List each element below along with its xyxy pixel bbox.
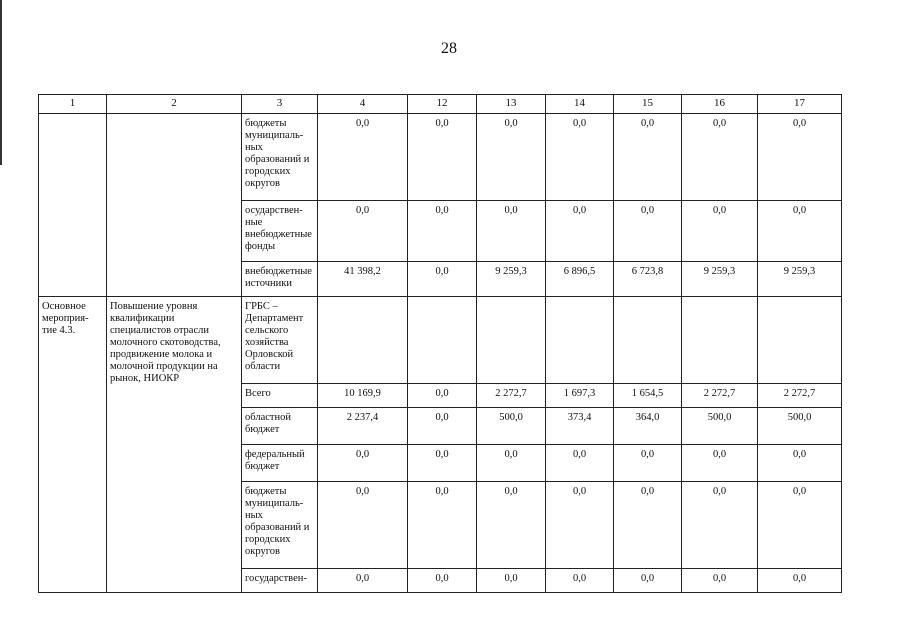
value-cell: 0,0	[318, 482, 408, 569]
value-cell: 500,0	[477, 408, 546, 445]
value-cell: 0,0	[477, 482, 546, 569]
value-cell: 0,0	[318, 201, 408, 262]
header-cell: 2	[107, 95, 242, 114]
value-cell: 2 272,7	[682, 384, 758, 408]
value-cell: 2 272,7	[477, 384, 546, 408]
header-cell: 4	[318, 95, 408, 114]
value-cell: 1 697,3	[546, 384, 614, 408]
value-cell: 0,0	[408, 262, 477, 297]
funding-source-cell: областной бюджет	[242, 408, 318, 445]
value-cell: 41 398,2	[318, 262, 408, 297]
value-cell	[682, 297, 758, 384]
value-cell	[408, 297, 477, 384]
funding-source-cell: государствен-	[242, 569, 318, 593]
value-cell: 0,0	[546, 482, 614, 569]
header-cell: 1	[39, 95, 107, 114]
value-cell: 0,0	[614, 114, 682, 201]
value-cell: 0,0	[546, 569, 614, 593]
funding-source-cell: ГРБС – Департамент сельского хозяйства Орловской области	[242, 297, 318, 384]
funding-source-cell: осударствен-ные внебюджетные фонды	[242, 201, 318, 262]
value-cell: 0,0	[614, 201, 682, 262]
value-cell: 0,0	[546, 445, 614, 482]
value-cell: 0,0	[318, 569, 408, 593]
header-cell: 17	[758, 95, 842, 114]
value-cell: 0,0	[682, 482, 758, 569]
value-cell: 0,0	[408, 482, 477, 569]
value-cell: 0,0	[477, 445, 546, 482]
value-cell: 10 169,9	[318, 384, 408, 408]
value-cell: 500,0	[682, 408, 758, 445]
value-cell: 0,0	[546, 201, 614, 262]
value-cell: 0,0	[682, 201, 758, 262]
value-cell: 9 259,3	[758, 262, 842, 297]
value-cell	[546, 297, 614, 384]
value-cell: 6 896,5	[546, 262, 614, 297]
value-cell: 0,0	[758, 201, 842, 262]
value-cell: 0,0	[546, 114, 614, 201]
value-cell: 0,0	[682, 445, 758, 482]
value-cell: 0,0	[408, 569, 477, 593]
table-row	[39, 114, 842, 201]
header-cell: 15	[614, 95, 682, 114]
funding-source-cell: федеральный бюджет	[242, 445, 318, 482]
value-cell: 373,4	[546, 408, 614, 445]
value-cell: 0,0	[477, 569, 546, 593]
value-cell: 1 654,5	[614, 384, 682, 408]
value-cell: 0,0	[614, 569, 682, 593]
value-cell: 0,0	[758, 114, 842, 201]
header-cell: 14	[546, 95, 614, 114]
header-cell: 3	[242, 95, 318, 114]
value-cell: 0,0	[758, 445, 842, 482]
header-cell: 16	[682, 95, 758, 114]
funding-source-cell: бюджеты муниципаль-ных образований и городских округов	[242, 482, 318, 569]
value-cell: 0,0	[408, 114, 477, 201]
value-cell	[614, 297, 682, 384]
value-cell: 500,0	[758, 408, 842, 445]
value-cell: 0,0	[682, 114, 758, 201]
value-cell	[477, 297, 546, 384]
value-cell: 9 259,3	[477, 262, 546, 297]
description-cell-continued	[107, 114, 242, 297]
event-cell-continued	[39, 114, 107, 297]
value-cell: 9 259,3	[682, 262, 758, 297]
table-header-row	[39, 95, 842, 114]
value-cell: 0,0	[318, 445, 408, 482]
header-cell: 12	[408, 95, 477, 114]
value-cell: 2 272,7	[758, 384, 842, 408]
value-cell: 2 237,4	[318, 408, 408, 445]
scan-edge-line	[0, 0, 2, 165]
value-cell	[318, 297, 408, 384]
description-cell: Повышение уровня квалификации специалистов отрасли молочного скотоводства, продвижение молока и молочной продукции на рынок, НИОКР	[107, 297, 242, 593]
funding-source-cell: Всего	[242, 384, 318, 408]
value-cell: 0,0	[758, 569, 842, 593]
value-cell	[758, 297, 842, 384]
value-cell: 364,0	[614, 408, 682, 445]
value-cell: 0,0	[614, 445, 682, 482]
table-row	[39, 297, 842, 384]
funding-source-cell: внебюджетные источники	[242, 262, 318, 297]
page-number: 28	[441, 40, 457, 57]
value-cell: 0,0	[477, 114, 546, 201]
value-cell: 0,0	[682, 569, 758, 593]
header-cell: 13	[477, 95, 546, 114]
value-cell: 6 723,8	[614, 262, 682, 297]
value-cell: 0,0	[408, 201, 477, 262]
value-cell: 0,0	[477, 201, 546, 262]
funding-source-cell: бюджеты муниципаль-ных образований и городских округов	[242, 114, 318, 201]
value-cell: 0,0	[318, 114, 408, 201]
value-cell: 0,0	[614, 482, 682, 569]
value-cell: 0,0	[408, 384, 477, 408]
value-cell: 0,0	[408, 445, 477, 482]
value-cell: 0,0	[408, 408, 477, 445]
value-cell: 0,0	[758, 482, 842, 569]
event-cell: Основное мероприя-тие 4.3.	[39, 297, 107, 593]
budget-table	[38, 94, 842, 593]
